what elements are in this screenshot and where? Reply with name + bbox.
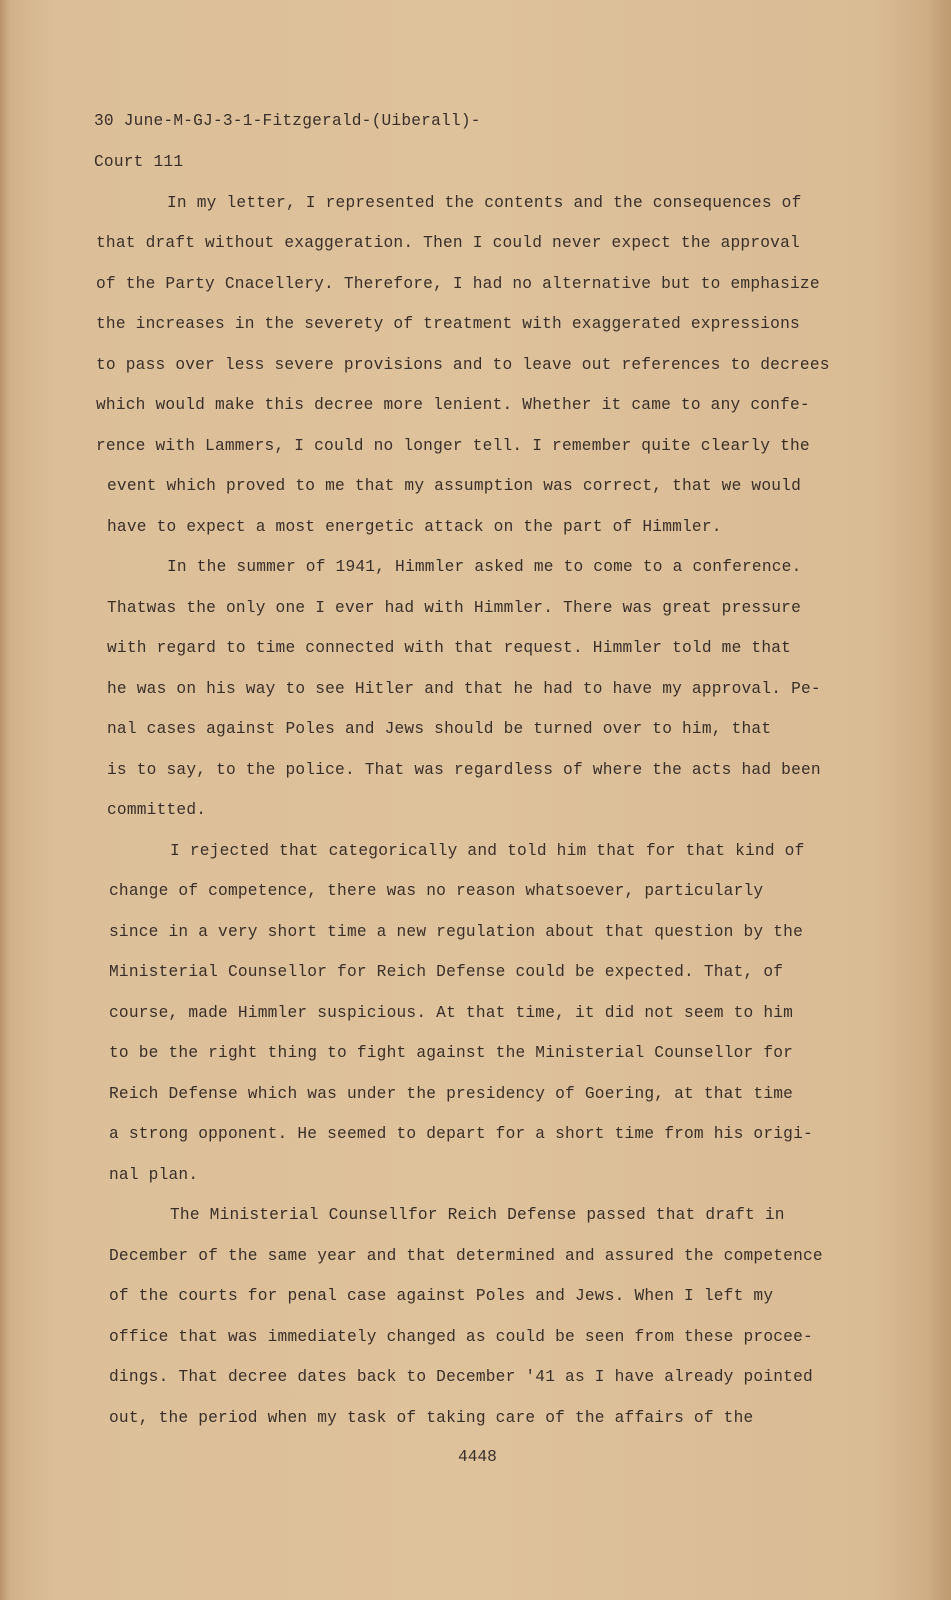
paragraph-line: In my letter, I represented the contents and the consequences of (167, 194, 802, 212)
paragraph-line: he was on his way to see Hitler and that he had to have my approval. Pe- (107, 680, 821, 698)
paragraph-line: to be the right thing to fight against the Ministerial Counsellor for (109, 1044, 794, 1062)
paragraph-line: that draft without exaggeration. Then I could never expect the approval (96, 234, 800, 252)
paragraph-line: with regard to time connected with that request. Himmler told me that (107, 639, 792, 657)
paragraph-line: a strong opponent. He seemed to depart for a short time from his origi- (109, 1125, 813, 1143)
paragraph-line: Ministerial Counsellor for Reich Defense could be expected. That, of (109, 963, 784, 981)
paragraph-line: which would make this decree more lenient. Whether it came to any confe- (96, 396, 810, 414)
paragraph-line: out, the period when my task of taking care of the affairs of the (109, 1409, 754, 1427)
paragraph-line: change of competence, there was no reason whatsoever, particularly (109, 882, 764, 900)
paragraph-line: course, made Himmler suspicious. At that time, it did not seem to him (109, 1004, 794, 1022)
page-number: 4448 (458, 1448, 497, 1466)
paragraph-line: December of the same year and that determined and assured the competence (109, 1247, 823, 1265)
page-edge-left (0, 0, 10, 1600)
paragraph-line: is to say, to the police. That was regardless of where the acts had been (107, 761, 821, 779)
paragraph-line: have to expect a most energetic attack on the part of Himmler. (107, 518, 722, 536)
paragraph-line: dings. That decree dates back to December '41 as I have already pointed (109, 1368, 813, 1386)
paragraph-line: event which proved to me that my assumption was correct, that we would (107, 477, 801, 495)
paragraph-line: Thatwas the only one I ever had with Himmler. There was great pressure (107, 599, 801, 617)
paragraph-line: The Ministerial Counsellfor Reich Defense passed that draft in (170, 1206, 785, 1224)
header-line-1: 30 June-M-GJ-3-1-Fitzgerald-(Uiberall)- (94, 112, 481, 130)
paragraph-line: committed. (107, 801, 207, 819)
paragraph-line: rence with Lammers, I could no longer tell. I remember quite clearly the (96, 437, 810, 455)
paragraph-line: the increases in the severety of treatment with exaggerated expressions (96, 315, 800, 333)
paragraph-line: nal plan. (109, 1166, 199, 1184)
paragraph-line: of the courts for penal case against Poles and Jews. When I left my (109, 1287, 774, 1305)
paragraph-line: to pass over less severe provisions and to leave out references to decrees (96, 356, 830, 374)
paragraph-line: I rejected that categorically and told him that for that kind of (170, 842, 805, 860)
paragraph-line: since in a very short time a new regulation about that question by the (109, 923, 803, 941)
paragraph-line: of the Party Cnacellery. Therefore, I had no alternative but to emphasize (96, 275, 820, 293)
paragraph-line: Reich Defense which was under the presidency of Goering, at that time (109, 1085, 794, 1103)
paragraph-line: nal cases against Poles and Jews should be turned over to him, that (107, 720, 772, 738)
page-edge-right (929, 0, 951, 1600)
paragraph-line: In the summer of 1941, Himmler asked me to come to a conference. (167, 558, 802, 576)
header-line-2: Court 111 (94, 153, 184, 171)
paragraph-line: office that was immediately changed as could be seen from these procee- (109, 1328, 813, 1346)
